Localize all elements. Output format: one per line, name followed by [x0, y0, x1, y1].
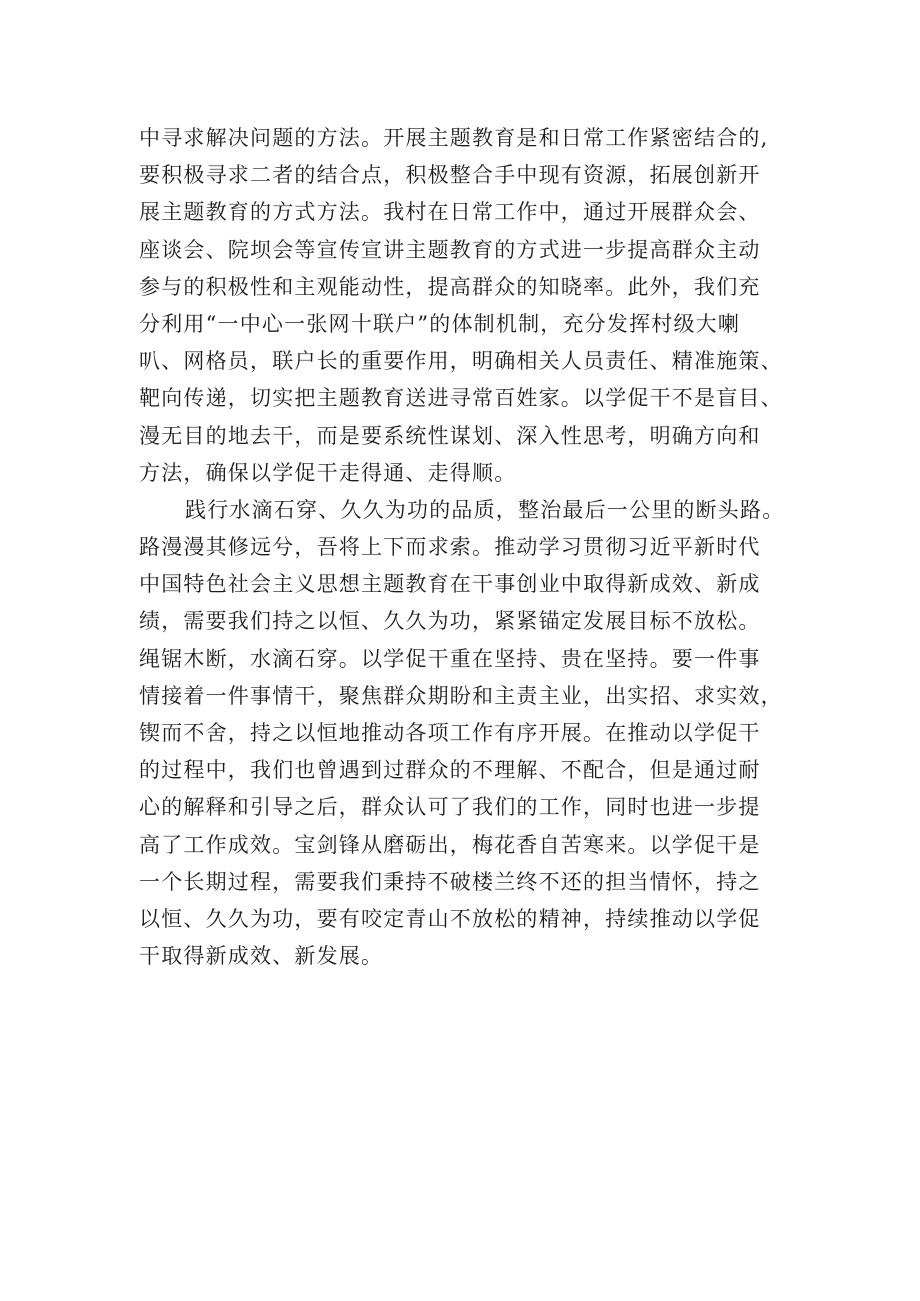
text-line: 中国特色社会主义思想主题教育在干事创业中取得新成效、新成 — [139, 572, 761, 597]
document-body — [139, 120, 804, 975]
text-line: 践行水滴石穿、久久为功的品质，整治最后一公里的断头路。 — [185, 497, 785, 522]
text-line: 参与的积极性和主观能动性，提高群众的知晓率。此外，我们充 — [139, 274, 761, 299]
text-line: 叭、网格员，联户长的重要作用，明确相关人员责任、精准施策、 — [139, 349, 783, 374]
text-line: 绩，需要我们持之以恒、久久为功，紧紧锚定发展目标不放松。 — [139, 609, 761, 634]
text-line: 锲而不舍，持之以恒地推动各项工作有序开展。在推动以学促干 — [139, 721, 761, 745]
text-line: 展主题教育的方式方法。我村在日常工作中，通过开展群众会、 — [139, 200, 761, 225]
text-line: 一个长期过程，需要我们秉持不破楼兰终不还的担当情怀，持之 — [139, 869, 761, 894]
text-line: 座谈会、院坝会等宣传宣讲主题教育的方式进一步提高群众主动 — [139, 237, 761, 262]
text-line: 干取得新成效、新发展。 — [139, 944, 384, 969]
paragraph-1 — [139, 120, 804, 492]
text-line: 方法，确保以学促干走得通、走得顺。 — [139, 460, 517, 485]
paragraph-2 — [139, 492, 804, 975]
text-line: 情接着一件事情干，聚焦群众期盼和主责主业，出实招、求实效， — [139, 683, 783, 708]
text-line: 路漫漫其修远兮，吾将上下而求索。推动学习贯彻习近平新时代 — [139, 535, 761, 560]
text-line: 的过程中，我们也曾遇到过群众的不理解、不配合，但是通过耐 — [139, 758, 761, 783]
text-line: 要积极寻求二者的结合点，积极整合手中现有资源，拓展创新开 — [139, 163, 761, 188]
text-line: 以恒、久久为功，要有咬定青山不放松的精神，持续推动以学促 — [139, 906, 761, 931]
text-line: 靶向传递，切实把主题教育送进寻常百姓家。以学促干不是盲目、 — [139, 386, 783, 411]
text-line: 漫无目的地去干，而是要系统性谋划、深入性思考，明确方向和 — [139, 423, 761, 448]
text-line: 分利用“一中心一张网十联户”的体制机制，充分发挥村级大喇 — [139, 311, 741, 336]
text-line: 高了工作成效。宝剑锋从磨砺出，梅花香自苦寒来。以学促干是 — [139, 832, 761, 857]
text-line: 心的解释和引导之后，群众认可了我们的工作，同时也进一步提 — [139, 795, 761, 820]
text-line: 绳锯木断，水滴石穿。以学促干重在坚持、贵在坚持。要一件事 — [139, 646, 761, 671]
text-line: 中寻求解决问题的方法。开展主题教育是和日常工作紧密结合的, — [139, 126, 769, 150]
